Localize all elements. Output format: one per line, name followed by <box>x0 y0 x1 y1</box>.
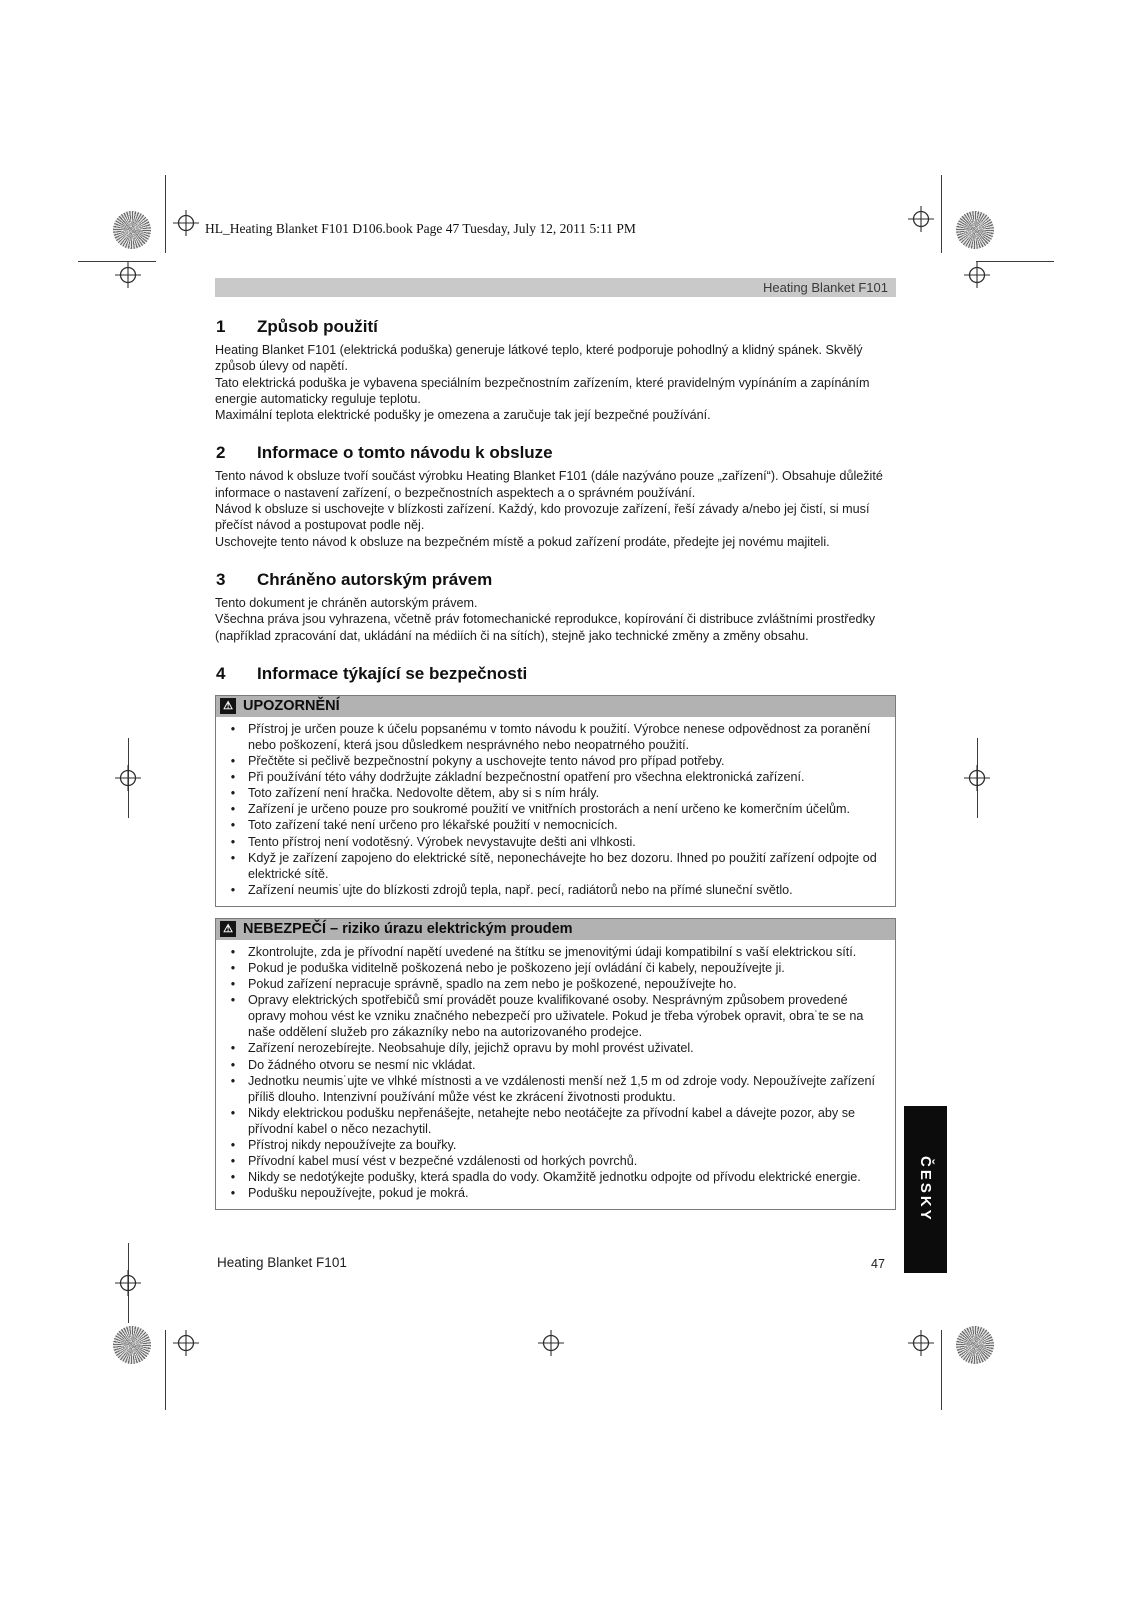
warning-item-text: Přístroj je určen pouze k účelu popsanému v tomto návodu k použití. Výrobce nenese odpovědnost za poranění nebo poškození, která jsou důsledkem nesprávného nebo neopatrného použití. <box>248 721 871 752</box>
bullet-icon: • <box>230 721 236 736</box>
section-title: Informace týkající se bezpečnosti <box>257 663 528 683</box>
warning-list-item <box>218 834 889 850</box>
warning-list-item <box>218 817 889 833</box>
bullet-icon: • <box>230 1057 236 1072</box>
section-paragraphs <box>215 595 896 644</box>
section-number: 3 <box>216 569 226 589</box>
registration-mark-icon <box>115 765 141 791</box>
registration-mark-icon <box>173 210 199 236</box>
bullet-icon: • <box>230 960 236 975</box>
crop-line <box>941 1330 942 1410</box>
halftone-dot-icon <box>113 211 151 249</box>
bullet-icon: • <box>230 1186 236 1201</box>
section-paragraphs <box>215 468 896 549</box>
bullet-icon: • <box>230 1105 236 1120</box>
paragraph: Maximální teplota elektrické podušky je omezena a zaručuje tak její bezpečné používání. <box>215 408 711 423</box>
section-heading <box>216 317 896 337</box>
danger-list-item <box>218 1105 889 1137</box>
warning-box-list <box>216 717 895 906</box>
danger-list-item <box>218 1137 889 1153</box>
registration-mark-icon <box>115 262 141 288</box>
bullet-icon: • <box>230 1073 236 1088</box>
bullet-icon: • <box>230 1154 236 1169</box>
section-3 <box>215 570 896 644</box>
danger-list-item <box>218 944 889 960</box>
registration-mark-icon <box>115 1270 141 1296</box>
registration-mark-icon <box>908 1330 934 1356</box>
bullet-icon: • <box>230 944 236 959</box>
crop-line <box>941 175 942 253</box>
language-side-tab <box>904 1106 947 1273</box>
paragraph: Tento návod k obsluze tvoří součást výrobku Heating Blanket F101 (dále nazýváno pouze „zařízení“). Obsahuje důležité informace o nastavení zařízení, o bezpečnostních aspektech a o správném používání. <box>215 469 883 500</box>
danger-list-item <box>218 976 889 992</box>
bullet-icon: • <box>230 786 236 801</box>
warning-box <box>215 695 896 907</box>
bullet-icon: • <box>230 1041 236 1056</box>
section-heading <box>216 443 896 463</box>
crop-line <box>165 1330 166 1410</box>
registration-mark-icon <box>908 206 934 232</box>
warning-item-text: Toto zařízení také není určeno pro lékařské použití v nemocnicích. <box>248 818 618 833</box>
warning-list-item <box>218 753 889 769</box>
danger-item-text: Přístroj nikdy nepoužívejte za bouřky. <box>248 1138 457 1153</box>
warning-list-item <box>218 721 889 753</box>
danger-item-text: Do žádného otvoru se nesmí nic vkládat. <box>248 1057 476 1072</box>
bullet-icon: • <box>230 882 236 897</box>
halftone-dot-icon <box>956 211 994 249</box>
paragraph: Tato elektrická poduška je vybavena speciálním bezpečnostním zařízením, které pravidelným vypínáním a zapínáním energie automaticky reguluje teplotu. <box>215 375 870 406</box>
section-heading <box>216 664 896 684</box>
warning-item-text: Při používání této váhy dodržujte základní bezpečnostní opatření pro všechna elektronická zařízení. <box>248 770 805 785</box>
paragraph: Všechna práva jsou vyhrazena, včetně práv fotomechanické reprodukce, kopírování či distribuce zvláštními prostředky (například zpracování dat, ukládání na médiích či na sítích), stejně jako technické změny a změny obsahu. <box>215 612 876 643</box>
bullet-icon: • <box>230 754 236 769</box>
danger-item-text: Zkontrolujte, zda je přívodní napětí uvedené na štítku se jmenovitými údaji kompatibilní s vaší elektrickou sítí. <box>248 944 857 959</box>
crop-line <box>165 175 166 253</box>
section-heading <box>216 570 896 590</box>
section-number: 1 <box>216 317 226 336</box>
warning-list-item <box>218 769 889 785</box>
manual-content <box>215 278 896 1210</box>
danger-list-item <box>218 1185 889 1201</box>
danger-box-title: NEBEZPEČÍ – riziko úrazu elektrickým proudem <box>243 921 573 938</box>
danger-list-item <box>218 1169 889 1185</box>
danger-box-header <box>216 919 895 940</box>
warning-icon: ⚠ <box>220 698 236 714</box>
danger-item-text: Jednotku neumis˙ujte ve vlhké místnosti a ve vzdálenosti menší než 1,5 m od zdroje vody. Nepoužívejte zařízení příliš dlouho. Intenzivní používání může vést ke zkrácení životnosti produktu. <box>248 1073 875 1104</box>
paragraph: Uschovejte tento návod k obsluze na bezpečném místě a pokud zařízení prodáte, předejte jej novému majiteli. <box>215 534 830 549</box>
section-title: Způsob použití <box>257 317 378 336</box>
bullet-icon: • <box>230 770 236 785</box>
section-number: 2 <box>216 443 226 463</box>
danger-item-text: Opravy elektrických spotřebičů smí provádět pouze kvalifikované osoby. Nesprávným způsobem provedené opravy mohou vést ke vzniku značného nebezpečí pro uživatele. Pokud je třeba výrobek opravit, obra˙te se na naše oddělení služeb pro zákazníky nebo na autorizovaného prodejce. <box>248 993 864 1040</box>
warning-list-item <box>218 850 889 882</box>
halftone-dot-icon <box>956 1326 994 1364</box>
bullet-icon: • <box>230 993 236 1008</box>
warning-item-text: Přečtěte si pečlivě bezpečnostní pokyny a uschovejte tento návod pro případ potřeby. <box>248 754 725 769</box>
danger-list-item <box>218 1040 889 1056</box>
registration-mark-icon <box>964 765 990 791</box>
danger-item-text: Nikdy elektrickou podušku nepřenášejte, netahejte nebo neotáčejte za přívodní kabel a dávejte pozor, aby se přívodní kabel o něco nezachytil. <box>248 1105 855 1136</box>
danger-list-item <box>218 1153 889 1169</box>
section-number: 4 <box>216 663 226 683</box>
danger-box-list <box>216 940 895 1210</box>
halftone-dot-icon <box>113 1326 151 1364</box>
registration-mark-icon <box>964 262 990 288</box>
bullet-icon: • <box>230 977 236 992</box>
section-title: Chráněno autorským právem <box>257 569 493 589</box>
footer-product-name: Heating Blanket F101 <box>217 1255 347 1270</box>
bullet-icon: • <box>230 1170 236 1185</box>
danger-list-item <box>218 992 889 1040</box>
danger-item-text: Zařízení nerozebírejte. Neobsahuje díly, jejichž opravu by mohl provést uživatel. <box>248 1041 694 1056</box>
warning-list-item <box>218 882 889 898</box>
section-title: Informace o tomto návodu k obsluze <box>257 443 553 463</box>
danger-box <box>215 918 896 1211</box>
bullet-icon: • <box>230 850 236 865</box>
danger-item-text: Nikdy se nedotýkejte podušky, která spadla do vody. Okamžitě jednotku odpojte od přívodu elektrické energie. <box>248 1170 861 1185</box>
header-product-name: Heating Blanket F101 <box>762 280 888 295</box>
page-header-bar <box>215 278 896 297</box>
danger-list-item <box>218 960 889 976</box>
warning-item-text: Toto zařízení není hračka. Nedovolte dětem, aby si s ním hrály. <box>248 786 600 801</box>
paragraph: Návod k obsluze si uschovejte v blízkosti zařízení. Každý, kdo provozuje zařízení, řeší závady a/nebo jej čistí, si musí přečíst návod a postupovat podle něj. <box>215 502 870 533</box>
warning-list-item <box>218 801 889 817</box>
warning-item-text: Když je zařízení zapojeno do elektrické sítě, neponechávejte ho bez dozoru. Ihned po použití zařízení odpojte od elektrické sítě. <box>248 850 877 881</box>
danger-item-text: Pokud zařízení nepracuje správně, spadlo na zem nebo je poškozené, nepoužívejte ho. <box>248 977 737 992</box>
section-paragraphs <box>215 342 896 423</box>
warning-box-title: UPOZORNĚNÍ <box>243 698 340 715</box>
print-slug-line: HL_Heating Blanket F101 D106.book Page 47 Tuesday, July 12, 2011 5:11 PM <box>205 221 636 236</box>
bullet-icon: • <box>230 834 236 849</box>
paragraph: Heating Blanket F101 (elektrická poduška) generuje látkové teplo, které podporuje pohodlný a klidný spánek. Skvělý způsob úlevy od napětí. <box>215 343 863 374</box>
warning-item-text: Zařízení neumis˙ujte do blízkosti zdrojů tepla, např. pecí, radiátorů nebo na přímé sluneční světlo. <box>248 882 793 897</box>
bullet-icon: • <box>230 802 236 817</box>
danger-item-text: Přívodní kabel musí vést v bezpečné vzdálenosti od horkých povrchů. <box>248 1154 638 1169</box>
bullet-icon: • <box>230 1138 236 1153</box>
registration-mark-icon <box>173 1330 199 1356</box>
language-tab-label: ČESKY <box>917 1156 934 1223</box>
registration-mark-icon <box>538 1330 564 1356</box>
warning-item-text: Tento přístroj není vodotěsný. Výrobek nevystavujte dešti ani vlhkosti. <box>248 834 636 849</box>
section-1 <box>215 317 896 423</box>
warning-item-text: Zařízení je určeno pouze pro soukromé použití ve vnitřních prostorách a není určeno ke komerčním účelům. <box>248 802 850 817</box>
danger-item-text: Podušku nepoužívejte, pokud je mokrá. <box>248 1186 469 1201</box>
paragraph: Tento dokument je chráněn autorským právem. <box>215 595 478 610</box>
warning-icon: ⚠ <box>220 921 236 937</box>
bullet-icon: • <box>230 818 236 833</box>
page-number: 47 <box>871 1257 885 1271</box>
section-4 <box>215 664 896 684</box>
section-2 <box>215 443 896 549</box>
warning-list-item <box>218 785 889 801</box>
danger-list-item <box>218 1057 889 1073</box>
danger-item-text: Pokud je poduška viditelně poškozená nebo je poškozeno její ovládání či kabely, nepoužívejte ji. <box>248 960 785 975</box>
warning-box-header <box>216 696 895 717</box>
danger-list-item <box>218 1073 889 1105</box>
